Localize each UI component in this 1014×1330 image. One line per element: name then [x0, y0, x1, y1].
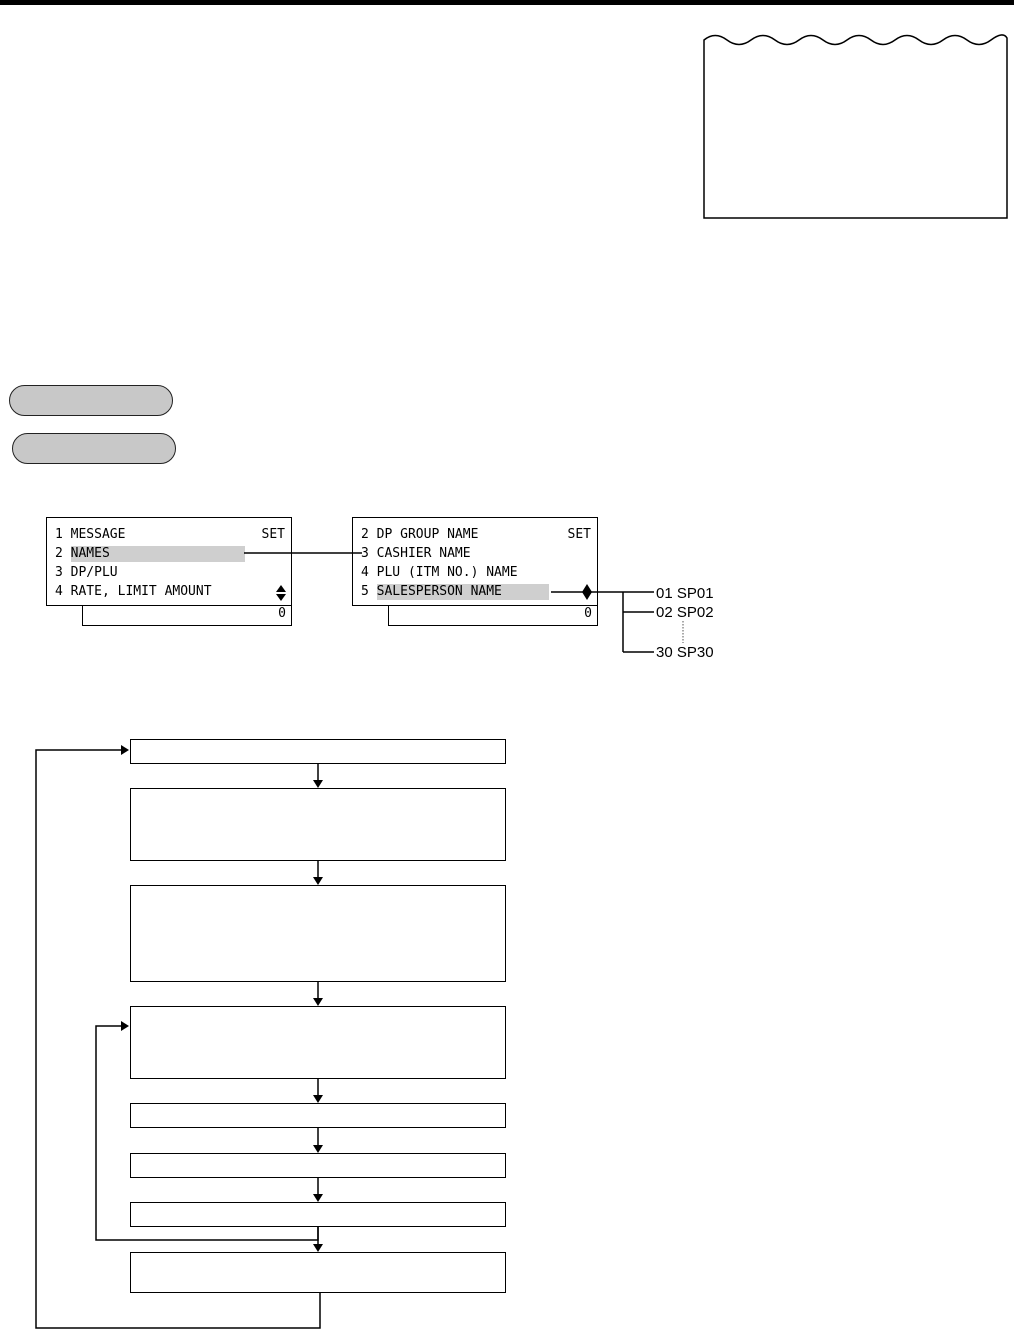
arrow-down-icon [313, 780, 323, 788]
mode-key-pill-2 [12, 433, 176, 464]
menu-connectors [0, 500, 1014, 670]
menu-row-dp-group-name[interactable]: 2 DP GROUP NAME [361, 527, 479, 542]
menu-row-cashier-name[interactable]: 3 CASHIER NAME [361, 546, 471, 561]
salesperson-item: 01 SP01 [656, 585, 714, 602]
arrow-down-icon [313, 1244, 323, 1252]
entry-value: 0 [584, 606, 592, 621]
arrow-right-icon [121, 745, 129, 755]
menu-row-rate-limit[interactable]: 4 RATE, LIMIT AMOUNT [55, 584, 212, 599]
flowchart-arrows [0, 720, 520, 1330]
menu-row-plu-name[interactable]: 4 PLU (ITM NO.) NAME [361, 565, 518, 580]
menu-row-dp-plu[interactable]: 3 DP/PLU [55, 565, 118, 580]
salesperson-item: 02 SP02 [656, 604, 714, 621]
arrow-down-icon [313, 1194, 323, 1202]
mode-key-pill [9, 385, 173, 416]
menu-row-message[interactable]: 1 MESSAGE [55, 527, 126, 542]
entry-value: 0 [278, 606, 286, 621]
set-label: SET [567, 527, 591, 542]
salesperson-item: 30 SP30 [656, 644, 714, 661]
receipt-illustration [700, 28, 1012, 223]
arrow-down-icon [313, 877, 323, 885]
arrow-down-icon [313, 1145, 323, 1153]
arrow-right-icon [121, 1021, 129, 1031]
branch-diamond-icon [582, 584, 592, 600]
top-rule [0, 0, 1014, 5]
menu-row-salesperson-name[interactable]: 5 SALESPERSON NAME [361, 584, 502, 599]
arrow-down-icon [313, 1095, 323, 1103]
set-label: SET [261, 527, 285, 542]
arrow-down-icon [313, 998, 323, 1006]
menu-row-names[interactable]: 2 NAMES [55, 546, 110, 561]
